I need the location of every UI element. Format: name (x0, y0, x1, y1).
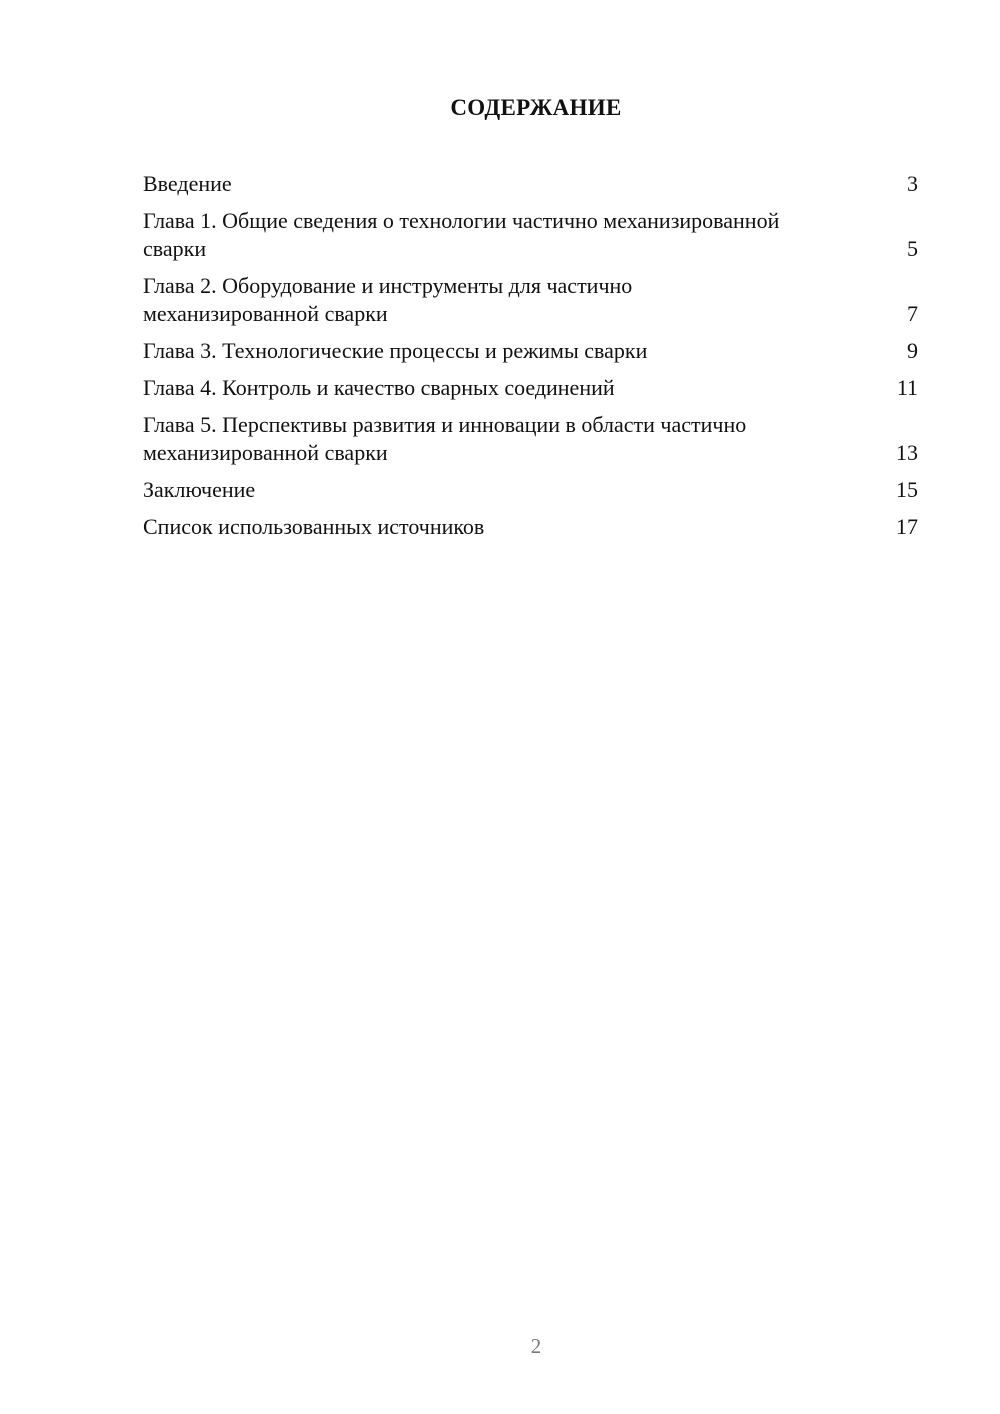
toc-entry-text: Глава 2. Оборудование и инструменты для частично механизированной сварки (143, 273, 633, 326)
page-number: 2 (530, 1334, 542, 1358)
toc-entry-chapter-4[interactable] (143, 374, 918, 402)
toc-entry-introduction[interactable] (143, 170, 918, 198)
toc-entry-page: 5 (907, 236, 918, 261)
toc-entry-conclusion[interactable] (143, 476, 918, 504)
toc-entry-references[interactable] (143, 513, 918, 541)
toc-entry-chapter-2[interactable] (143, 272, 918, 328)
toc-entry-chapter-3[interactable] (143, 337, 918, 365)
page-title: СОДЕРЖАНИЕ (450, 95, 622, 120)
toc-entry-page: 13 (896, 440, 918, 465)
toc-entry-chapter-5[interactable] (143, 411, 918, 467)
toc-entry-text: Глава 3. Технологические процессы и режимы сварки (143, 338, 648, 363)
toc-entry-chapter-1[interactable] (143, 207, 918, 263)
table-of-contents (143, 170, 918, 550)
toc-entry-page: 3 (907, 171, 918, 196)
toc-entry-text: Заключение (143, 477, 256, 502)
toc-entry-text: Глава 5. Перспективы развития и инновации в области частично механизированной сварки (143, 412, 747, 465)
toc-entry-text: Введение (143, 171, 232, 196)
toc-entry-page: 15 (896, 477, 918, 502)
toc-entry-page: 7 (907, 301, 918, 326)
toc-entry-text: Глава 4. Контроль и качество сварных соединений (143, 375, 615, 400)
toc-entry-page: 9 (907, 338, 918, 363)
toc-entry-text: Список использованных источников (143, 514, 485, 539)
toc-entry-page: 17 (896, 514, 918, 539)
toc-entry-text: Глава 1. Общие сведения о технологии частично механизированной сварки (143, 208, 780, 261)
toc-entry-page: 11 (896, 375, 918, 400)
